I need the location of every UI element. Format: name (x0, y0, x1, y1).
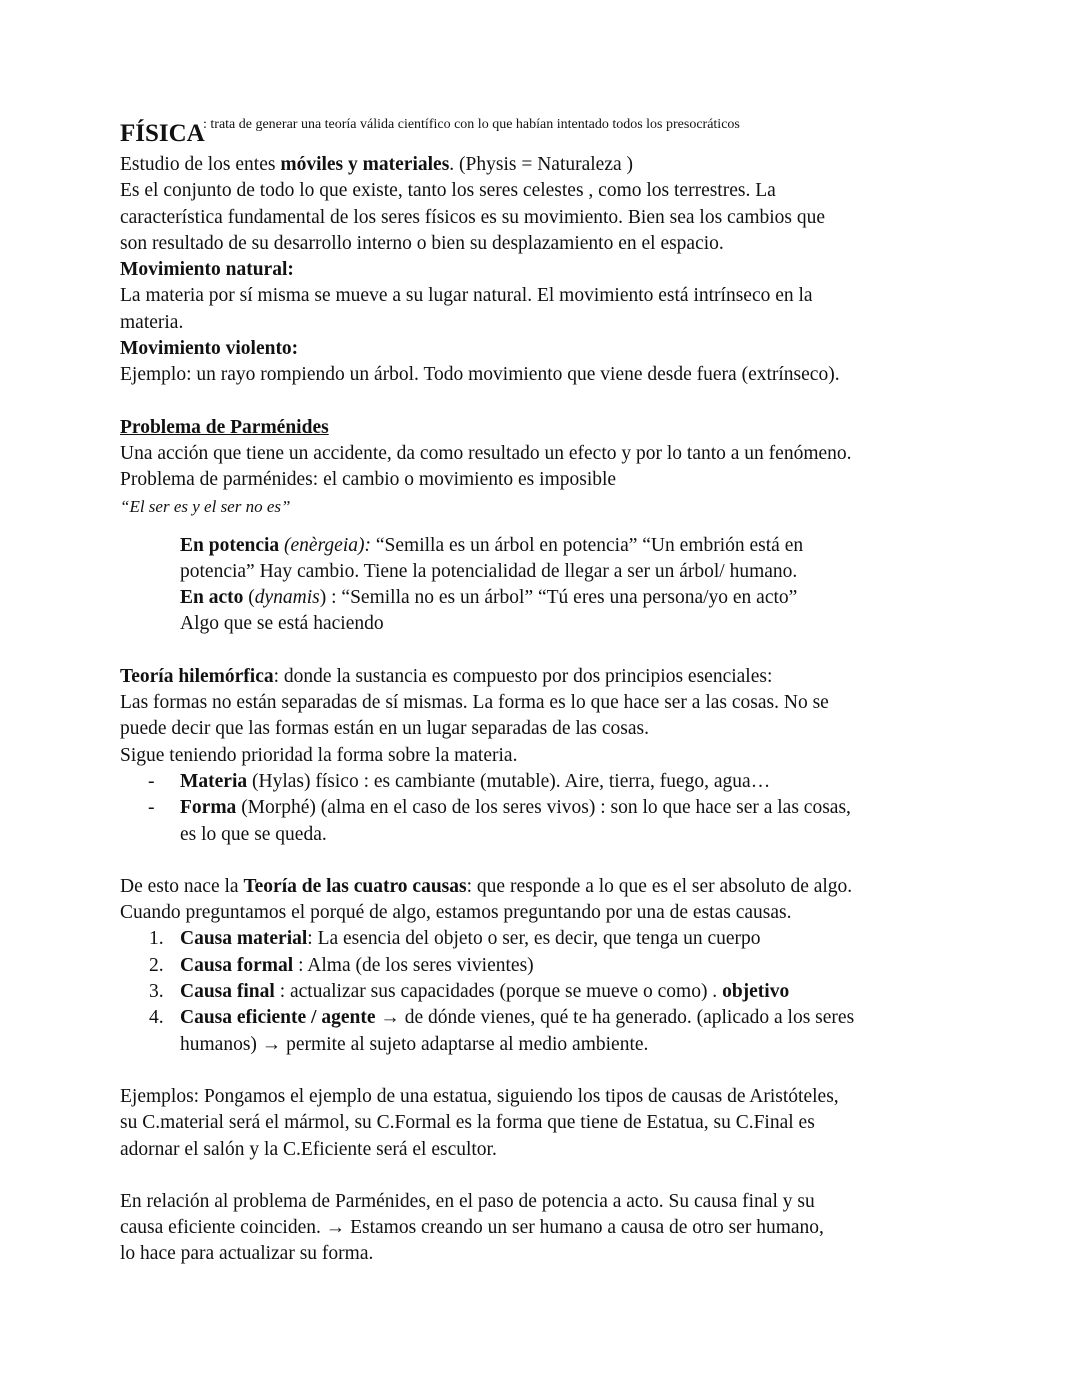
bold-text: móviles y materiales (280, 154, 450, 175)
number-marker: 2. (149, 954, 164, 976)
spacer (120, 389, 880, 415)
bold-text: En acto (180, 587, 244, 609)
paragraph-line: Ejemplo: un rayo rompiendo un árbol. Todo movimiento que viene desde fuera (extrínseco). (120, 364, 840, 386)
text: (Morphé) (alma en el caso de los seres vivos) : son lo que hace ser a las cosas, (236, 797, 851, 819)
text: . (Physis = Naturaleza ) (449, 154, 634, 175)
bold-text: objetivo (722, 981, 790, 1003)
heading-problema-parmenides: Problema de Parménides (120, 416, 329, 438)
text: : Alma (de los seres vivientes) (293, 954, 534, 976)
paragraph-line: materia. (120, 311, 184, 333)
text: “Semilla es un árbol en potencia” “Un embrión está en (371, 534, 804, 556)
parmenides-section (120, 415, 880, 638)
ejemplos-section (120, 1084, 880, 1163)
paragraph-line: Una acción que tiene un accidente, da como resultado un efecto y por lo tanto a un fenómeno. (120, 442, 852, 464)
list-item-continuation: es lo que se queda. (180, 823, 327, 845)
spacer (120, 638, 880, 664)
paragraph-line: Es el conjunto de todo lo que existe, tanto los seres celestes , como los terrestres. La (120, 180, 776, 202)
paragraph-line: causa eficiente coinciden. → Estamos creando un ser humano a causa de otro ser humano, (120, 1217, 824, 1239)
paragraph-line (120, 585, 880, 611)
bold-text: Causa material (180, 928, 308, 950)
bold-text: Forma (180, 797, 237, 819)
text: ( (243, 587, 255, 609)
paragraph-line: Algo que se está haciendo (180, 613, 384, 635)
bullet-marker: - (148, 770, 155, 792)
bold-text: Teoría hilemórfica (120, 665, 274, 687)
paragraph-line: Ejemplos: Pongamos el ejemplo de una estatua, siguiendo los tipos de causas de Aristóteles, (120, 1085, 839, 1107)
text: (Hylas) físico : es cambiante (mutable). Aire, tierra, fuego, agua… (247, 770, 771, 792)
list-item (120, 795, 880, 821)
paragraph-line: adornar el salón y la C.Eficiente será el escultor. (120, 1138, 497, 1160)
paragraph-line: Cuando preguntamos el porqué de algo, estamos preguntando por una de estas causas. (120, 902, 792, 924)
paragraph-line: característica fundamental de los seres físicos es su movimiento. Bien sea los cambios que (120, 206, 826, 228)
paragraph-line: Problema de parménides: el cambio o movimiento es imposible (120, 469, 617, 491)
paragraph-line (120, 664, 880, 690)
paragraph-line: La materia por sí misma se mueve a su lugar natural. El movimiento está intrínseco en la (120, 285, 813, 307)
bold-text: Causa formal (180, 954, 294, 976)
paragraph-line: Las formas no están separadas de sí mismas. La forma es lo que hace ser a las cosas. No se (120, 692, 829, 714)
text: : actualizar sus capacidades (porque se mueve o como) . (274, 981, 723, 1003)
paragraph-line: su C.material será el mármol, su C.Formal es la forma que tiene de Estatua, su C.Final es (120, 1112, 815, 1134)
numbered-item (120, 1005, 880, 1031)
document-page (120, 112, 880, 1268)
subheading-movimiento-natural: Movimiento natural: (120, 259, 294, 281)
bullet-marker: - (148, 797, 155, 819)
page-title: FÍSICA (120, 120, 205, 147)
paragraph-line: lo hace para actualizar su forma. (120, 1243, 374, 1265)
paragraph-line: son resultado de su desarrollo interno o bien su desplazamiento en el espacio. (120, 232, 724, 254)
paragraph-line: potencia” Hay cambio. Tiene la potencialidad de llegar a ser un árbol/ humano. (180, 560, 798, 582)
paragraph-line: En relación al problema de Parménides, en el paso de potencia a acto. Su causa final y su (120, 1190, 815, 1212)
hilemorfica-section (120, 664, 880, 848)
text: Estudio de los entes (120, 154, 281, 175)
list-item (120, 769, 880, 795)
spacer (120, 520, 880, 533)
paragraph-line: Sigue teniendo prioridad la forma sobre la materia. (120, 744, 518, 766)
text: → de dónde vienes, qué te ha generado. (aplicado a los seres (375, 1007, 855, 1029)
text: ) : “Semilla no es un árbol” “Tú eres una persona/yo en acto” (319, 587, 798, 609)
title-note: : trata de generar una teoría válida científico con lo que habían intentado todos los presocráticos (203, 117, 740, 132)
causas-section (120, 874, 880, 1058)
paragraph-line (120, 533, 880, 559)
numbered-item (120, 926, 880, 952)
title-row (120, 112, 880, 152)
spacer (120, 1058, 880, 1084)
relacion-section (120, 1189, 880, 1268)
paragraph-line (120, 152, 880, 178)
spacer (120, 848, 880, 874)
number-marker: 1. (149, 928, 164, 950)
numbered-item-continuation: humanos) → permite al sujeto adaptarse al medio ambiente. (180, 1033, 649, 1055)
numbered-item (120, 979, 880, 1005)
text: : que responde a lo que es el ser absoluto de algo. (466, 875, 853, 897)
text: : donde la sustancia es compuesto por dos principios esenciales: (273, 665, 773, 687)
intro-section (120, 152, 880, 389)
bold-text: Materia (180, 770, 248, 792)
numbered-item (120, 953, 880, 979)
bold-text: Causa final (180, 981, 275, 1003)
text: : La esencia del objeto o ser, es decir, que tenga un cuerpo (307, 928, 761, 950)
text: De esto nace la (120, 875, 244, 897)
subheading-movimiento-violento: Movimiento violento: (120, 338, 299, 360)
bold-text: Causa eficiente / agente (180, 1007, 376, 1029)
quote: “El ser es y el ser no es” (120, 496, 291, 516)
number-marker: 3. (149, 981, 164, 1003)
italic-text: (enèrgeia): (279, 534, 371, 556)
bold-text: En potencia (180, 534, 280, 556)
paragraph-line (120, 874, 880, 900)
number-marker: 4. (149, 1007, 164, 1029)
paragraph-line: puede decir que las formas están en un lugar separadas de las cosas. (120, 718, 650, 740)
italic-text: dynamis (254, 587, 320, 609)
bold-text: Teoría de las cuatro causas (243, 875, 467, 897)
spacer (120, 1163, 880, 1189)
